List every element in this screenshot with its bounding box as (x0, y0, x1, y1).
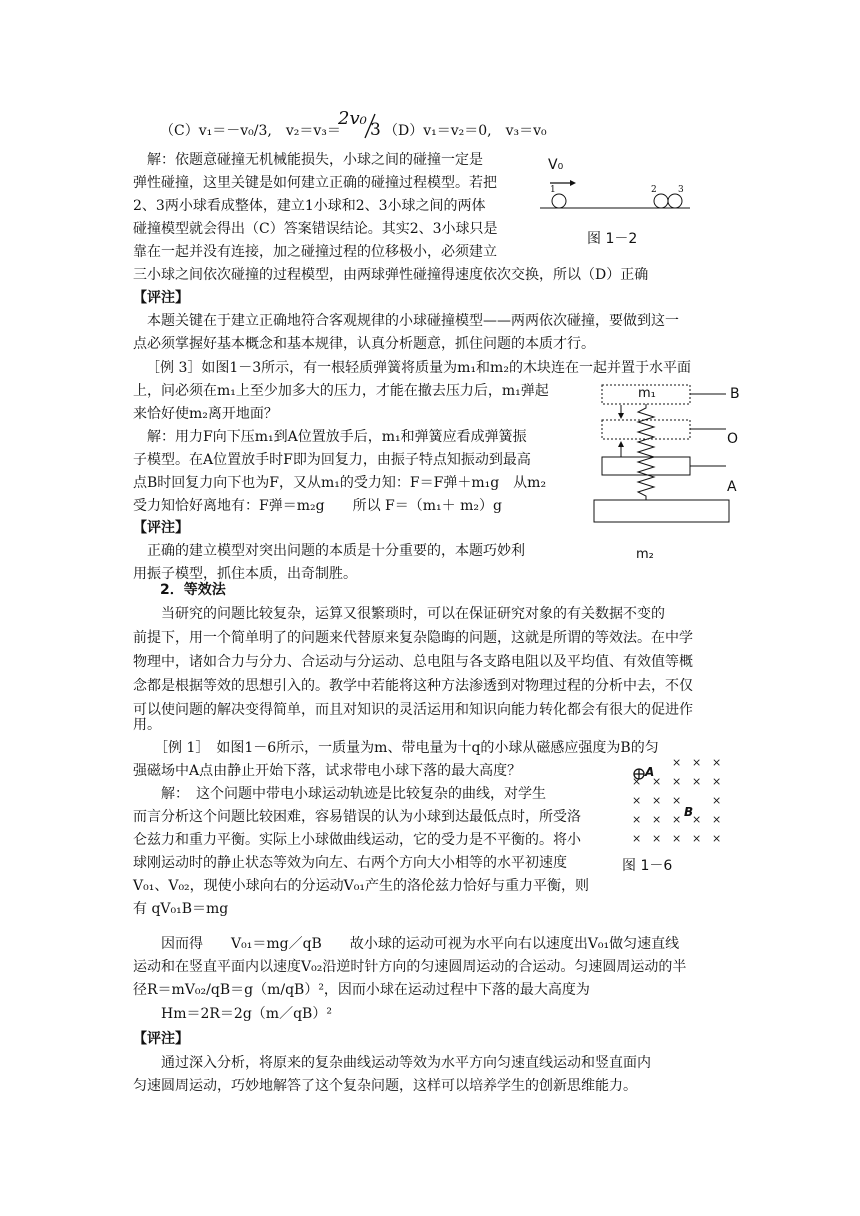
fig16-field-cross: × (712, 832, 722, 845)
ex2-line: 弹性碰撞，这里关键是如何建立正确的碰撞过程模型。若把 (133, 175, 497, 191)
section-2-line: 念都是根据等效的思想引入的。教学中若能将这种方法渗透到对物理过程的分析中去，不仅 (133, 678, 693, 694)
ex2-line: 碰撞模型就会得出（C）答案错误结论。其实2、3小球只是 (133, 221, 498, 237)
fig16-field-cross: × (632, 832, 642, 845)
ex3-line: ［例 3］如图1－3所示，有一根轻质弹簧将质量为m₁和m₂的木块连在一起并置于水平面 (146, 360, 691, 376)
fig16-field-cross: × (632, 775, 642, 788)
ex3-line: 解：用力F向下压m₁到A位置放手后，m₁和弹簧应看成弹簧振 (133, 429, 527, 445)
ex2-comment-heading: 【评注】 (133, 290, 189, 306)
fig12-ball-3-label: 3 (678, 185, 684, 195)
ex1-line: V₀₁、V₀₂，现使小球向右的分运动V₀₁产生的洛伦兹力恰好与重力平衡，则 (133, 878, 590, 894)
fig13-spring (638, 404, 654, 500)
ex1-comment-line: 匀速圆周运动，巧妙地解答了这个复杂问题，这样可以培养学生的创新思维能力。 (133, 1078, 637, 1094)
option-d-text: （D）v₁＝v₂＝0, v₃＝v₀ (384, 123, 547, 139)
section-2-line: 前提下，用一个简单明了的问题来代替原来复杂隐晦的问题，这就是所谓的等效法。在中学 (133, 630, 693, 646)
fig16-field-cross: × (712, 756, 722, 769)
fraction-numerator: 2v₀ (338, 108, 367, 129)
fig16-b-label: B (684, 805, 694, 819)
ex2-comment-line: 本题关键在于建立正确地符合客观规律的小球碰撞模型——两两依次碰撞，要做到这一 (133, 313, 679, 329)
fig16-field-cross: × (632, 813, 642, 826)
fig13-m1-label: m₁ (638, 386, 656, 401)
ex1-line: 运动和在竖直平面内以速度V₀₂沿逆时针方向的匀速圆周运动的合运动。匀速圆周运动的半 (133, 959, 687, 975)
ex2-line: 2、3两小球看成整体，建立1小球和2、3小球之间的两体 (133, 198, 486, 214)
fig12-caption: 图 1－2 (587, 231, 638, 247)
ex3-line: 子模型。在A位置放手时F即为回复力，由振子特点知振动到最高 (133, 452, 531, 468)
figure-1-6 (620, 755, 730, 875)
fig16-field-cross: × (692, 813, 702, 826)
ex2-comment-line: 点必须掌握好基本概念和基本规律，认真分析题意，抓住问题的本质才行。 (133, 336, 595, 352)
ex2-line: 解：依题意碰撞无机械能损失，小球之间的碰撞一定是 (133, 152, 483, 168)
fig13-o-label: O (727, 431, 739, 447)
fig16-field-cross: × (672, 832, 682, 845)
ex2-line: 靠在一起并没有连接，加之碰撞过程的位移极小，必须建立 (133, 244, 497, 260)
fig13-a-label: A (727, 479, 737, 495)
fig16-field-cross: × (652, 832, 662, 845)
section-2-heading: 2．等效法 (160, 582, 226, 598)
fig13-b-label: B (730, 386, 740, 402)
ex1-line: 球刚运动时的静止状态等效为向左、右两个方向大小相等的水平初速度 (133, 855, 567, 871)
option-c (160, 120, 341, 140)
fig12-drawing (540, 175, 700, 235)
fig12-ball-3 (668, 194, 682, 208)
figure-1-3 (590, 375, 750, 570)
fig16-field-cross: × (672, 794, 682, 807)
ex3-line: 来恰好使m₂离开地面？ (133, 406, 278, 422)
fig16-field-cross: × (692, 832, 702, 845)
fig13-block-m2 (594, 500, 729, 522)
fig12-arrow-head (570, 180, 576, 186)
ex1-line: Hm＝2R＝2g（m／qB）² (133, 1006, 332, 1022)
section-2-line: 当研究的问题比较复杂，运算又很繁琐时，可以在保证研究对象的有关数据不变的 (133, 606, 665, 622)
fig16-field-cross: × (712, 813, 722, 826)
ex2-line: 三小球之间依次碰撞的过程模型，由两球弹性碰撞得速度依次交换，所以（D）正确 (133, 267, 649, 283)
fig16-field-cross: × (672, 756, 682, 769)
fig16-field-cross: × (652, 775, 662, 788)
fig16-field-cross: × (712, 794, 722, 807)
fig12-v0-label: V₀ (548, 157, 564, 173)
ex3-comment-line: 用振子模型，抓住本质，出奇制胜。 (133, 566, 357, 582)
section-2-line: 可以使问题的解决变得简单，而且对知识的灵活运用和知识向能力转化都会有很大的促进作 (133, 702, 693, 718)
fig16-point-a-label: A (645, 765, 655, 779)
fig16-field-cross: × (652, 813, 662, 826)
fraction-2v0-over-3 (338, 108, 380, 140)
fig16-field-cross: × (712, 775, 722, 788)
fig16-point-a-marker (632, 767, 646, 781)
section-2-line: 用。 (133, 717, 161, 733)
ex1-line: 仑兹力和重力平衡。实际上小球做曲线运动，它的受力是不平衡的。将小 (133, 832, 581, 848)
ex1-line: 有 qV₀₁B＝mg (133, 901, 229, 917)
fig16-caption: 图 1－6 (622, 858, 673, 874)
fig16-field-cross: × (672, 813, 682, 826)
ex1-line: 强磁场中A点由静止开始下落，试求带电小球下落的最大高度？ (133, 763, 522, 779)
fig12-ball-2-label: 2 (651, 185, 657, 195)
fig12-ball-1-label: 1 (550, 185, 556, 195)
fig13-drawing (590, 375, 750, 535)
fig13-m2-label: m₂ (636, 547, 654, 562)
ex3-comment-line: 正确的建立模型对突出问题的本质是十分重要的，本题巧妙利 (133, 543, 525, 559)
option-c-text: （C）v₁＝－v₀/3, v₂＝v₃＝ (160, 123, 341, 139)
fig12-ball-1 (552, 194, 566, 208)
fig16-field-cross: × (692, 756, 702, 769)
fig16-field-cross: × (652, 794, 662, 807)
ex1-line: 径R＝mV₀₂/qB＝g（m/qB）²，因而小球在运动过程中下落的最大高度为 (133, 982, 590, 998)
ex1-comment-line: 通过深入分析，将原来的复杂曲线运动等效为水平方向匀速直线运动和竖直面内 (133, 1055, 651, 1071)
ex1-line: 解： 这个问题中带电小球运动轨迹是比较复杂的曲线，对学生 (133, 786, 546, 802)
ex1-line: 因而得 V₀₁＝mg／qB 故小球的运动可视为水平向右以速度出V₀₁做匀速直线 (133, 936, 680, 952)
option-d (384, 120, 547, 140)
ex1-line: ［例 1］ 如图1－6所示，一质量为m、带电量为十q的小球从磁感应强度为B的匀 (133, 740, 659, 756)
ex1-line: 而言分析这个问题比较困难，容易错误的认为小球到达最低点时，所受洛 (133, 809, 581, 825)
fig16-field-cross: × (692, 775, 702, 788)
ex3-line: 上，问必须在m₁上至少加多大的压力，才能在撤去压力后，m₁弹起 (133, 383, 549, 399)
ex3-comment-heading: 【评注】 (133, 520, 189, 536)
figure-1-2 (540, 155, 700, 245)
fraction-denominator: 3 (370, 120, 381, 140)
ex3-line: 点B时回复力向下也为F，又从m₁的受力知：F＝F弹＋m₁g 从m₂ (133, 475, 547, 491)
section-2-line: 物理中，诸如合力与分力、合运动与分运动、总电阻与各支路电阻以及平均值、有效值等概 (133, 654, 693, 670)
fig16-field-cross: × (632, 794, 642, 807)
ex1-comment-heading: 【评注】 (133, 1031, 189, 1047)
fig12-ball-2 (654, 194, 668, 208)
fig16-field-cross: × (672, 775, 682, 788)
ex3-line: 受力知恰好离地有：F弹＝m₂g 所以 F＝（m₁＋ m₂）g (133, 498, 502, 514)
